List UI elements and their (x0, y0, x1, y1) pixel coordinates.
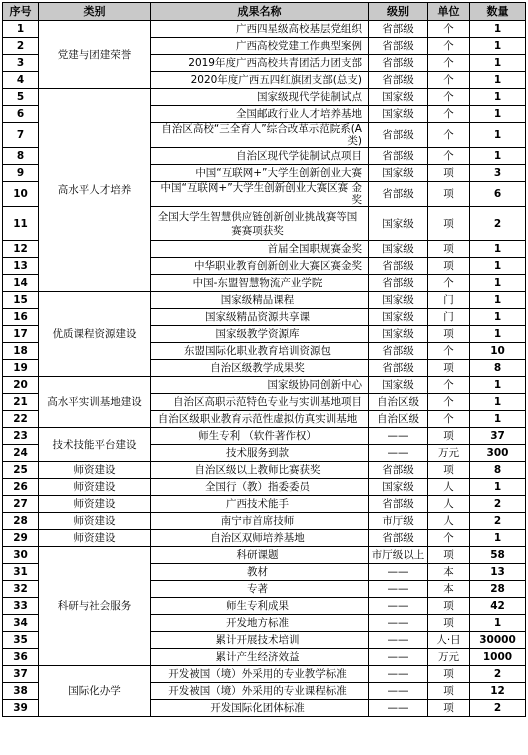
unit-cell: 项 (428, 428, 470, 445)
table-row (3, 513, 526, 530)
unit-cell: 项 (428, 207, 470, 241)
achievement-name: 师生专利 （软件著作权） (151, 428, 369, 445)
row-index: 21 (3, 394, 39, 411)
level-cell: 省部级 (369, 182, 428, 207)
unit-cell: 人·日 (428, 632, 470, 649)
unit-cell: 本 (428, 581, 470, 598)
category-cell: 师资建设 (39, 462, 151, 479)
category-cell: 师资建设 (39, 479, 151, 496)
achievement-name: 国家级教学资源库 (151, 326, 369, 343)
level-cell: 省部级 (369, 258, 428, 275)
level-cell: 市厅级 (369, 513, 428, 530)
unit-cell: 项 (428, 258, 470, 275)
level-cell: —— (369, 445, 428, 462)
quantity-cell: 13 (470, 564, 526, 581)
level-cell: 自治区级 (369, 411, 428, 428)
unit-cell: 项 (428, 241, 470, 258)
header-level: 级别 (369, 3, 428, 21)
row-index: 38 (3, 683, 39, 700)
row-index: 34 (3, 615, 39, 632)
quantity-cell: 300 (470, 445, 526, 462)
achievement-name: 师生专利成果 (151, 598, 369, 615)
row-index: 10 (3, 182, 39, 207)
unit-cell: 个 (428, 72, 470, 89)
level-cell: 省部级 (369, 38, 428, 55)
category-cell: 党建与团建荣誉 (39, 21, 151, 89)
row-index: 20 (3, 377, 39, 394)
row-index: 27 (3, 496, 39, 513)
header-name: 成果名称 (151, 3, 369, 21)
level-cell: —— (369, 564, 428, 581)
level-cell: 省部级 (369, 72, 428, 89)
achievement-name: 自治区级职业教育示范性虚拟仿真实训基地 (151, 411, 369, 428)
achievement-name: 东盟国际化职业教育培训资源包 (151, 343, 369, 360)
level-cell: —— (369, 428, 428, 445)
table-row (3, 21, 526, 38)
row-index: 28 (3, 513, 39, 530)
achievement-name: 自治区双师培养基地 (151, 530, 369, 547)
table-row (3, 479, 526, 496)
achievement-name: 国家级精品资源共享课 (151, 309, 369, 326)
achievement-name: 国家级现代学徒制试点 (151, 89, 369, 106)
achievement-name: 自治区高校“三全育人”综合改革示范院系(A类) (151, 123, 369, 148)
quantity-cell: 1 (470, 55, 526, 72)
unit-cell: 个 (428, 123, 470, 148)
achievement-name: 自治区级以上教师比赛获奖 (151, 462, 369, 479)
header-quantity: 数量 (470, 3, 526, 21)
level-cell: 省部级 (369, 343, 428, 360)
achievement-name: 南宁市首席技师 (151, 513, 369, 530)
achievement-name: 国家级精品课程 (151, 292, 369, 309)
unit-cell: 个 (428, 106, 470, 123)
level-cell: 国家级 (369, 479, 428, 496)
unit-cell: 个 (428, 343, 470, 360)
category-cell: 技术技能平台建设 (39, 428, 151, 462)
category-cell: 师资建设 (39, 530, 151, 547)
row-index: 22 (3, 411, 39, 428)
level-cell: 国家级 (369, 89, 428, 106)
row-index: 3 (3, 55, 39, 72)
achievement-name: 广西四星级高校基层党组织 (151, 21, 369, 38)
row-index: 33 (3, 598, 39, 615)
category-cell: 高水平实训基地建设 (39, 377, 151, 428)
unit-cell: 本 (428, 564, 470, 581)
achievement-name: 中国-东盟智慧物流产业学院 (151, 275, 369, 292)
row-index: 25 (3, 462, 39, 479)
row-index: 4 (3, 72, 39, 89)
row-index: 17 (3, 326, 39, 343)
header-unit: 单位 (428, 3, 470, 21)
quantity-cell: 8 (470, 360, 526, 377)
unit-cell: 个 (428, 275, 470, 292)
achievement-name: 累计开展技术培训 (151, 632, 369, 649)
row-index: 11 (3, 207, 39, 241)
unit-cell: 万元 (428, 649, 470, 666)
level-cell: —— (369, 615, 428, 632)
unit-cell: 个 (428, 89, 470, 106)
unit-cell: 项 (428, 666, 470, 683)
unit-cell: 项 (428, 547, 470, 564)
header-row (3, 3, 526, 21)
level-cell: —— (369, 666, 428, 683)
quantity-cell: 12 (470, 683, 526, 700)
unit-cell: 人 (428, 479, 470, 496)
quantity-cell: 1 (470, 106, 526, 123)
unit-cell: 门 (428, 309, 470, 326)
quantity-cell: 1 (470, 89, 526, 106)
row-index: 16 (3, 309, 39, 326)
quantity-cell: 1 (470, 292, 526, 309)
level-cell: —— (369, 700, 428, 717)
unit-cell: 项 (428, 683, 470, 700)
quantity-cell: 1 (470, 326, 526, 343)
row-index: 7 (3, 123, 39, 148)
level-cell: —— (369, 649, 428, 666)
level-cell: 国家级 (369, 106, 428, 123)
row-index: 31 (3, 564, 39, 581)
level-cell: 市厅级以上 (369, 547, 428, 564)
row-index: 6 (3, 106, 39, 123)
level-cell: 省部级 (369, 360, 428, 377)
row-index: 9 (3, 165, 39, 182)
row-index: 30 (3, 547, 39, 564)
level-cell: 省部级 (369, 148, 428, 165)
table-row (3, 666, 526, 683)
level-cell: 国家级 (369, 377, 428, 394)
row-index: 32 (3, 581, 39, 598)
unit-cell: 个 (428, 55, 470, 72)
header-category: 类别 (39, 3, 151, 21)
quantity-cell: 8 (470, 462, 526, 479)
quantity-cell: 1000 (470, 649, 526, 666)
unit-cell: 人 (428, 513, 470, 530)
achievement-name: 全国邮政行业人才培养基地 (151, 106, 369, 123)
unit-cell: 门 (428, 292, 470, 309)
quantity-cell: 1 (470, 241, 526, 258)
row-index: 14 (3, 275, 39, 292)
achievement-name: 全国行（教）指委委员 (151, 479, 369, 496)
table-row (3, 292, 526, 309)
table-row (3, 428, 526, 445)
quantity-cell: 1 (470, 615, 526, 632)
achievement-name: 全国大学生智慧供应链创新创业挑战赛等国赛赛项获奖 (151, 207, 369, 241)
achievement-name: 首届全国职规赛金奖 (151, 241, 369, 258)
unit-cell: 项 (428, 360, 470, 377)
quantity-cell: 58 (470, 547, 526, 564)
level-cell: —— (369, 598, 428, 615)
quantity-cell: 1 (470, 72, 526, 89)
table-body (3, 21, 526, 717)
quantity-cell: 6 (470, 182, 526, 207)
achievement-name: 自治区高职示范特色专业与实训基地项目 (151, 394, 369, 411)
level-cell: —— (369, 581, 428, 598)
row-index: 2 (3, 38, 39, 55)
achievement-name: 开发被国（境）外采用的专业教学标准 (151, 666, 369, 683)
achievement-name: 自治区现代学徒制试点项目 (151, 148, 369, 165)
row-index: 23 (3, 428, 39, 445)
achievement-name: 自治区级教学成果奖 (151, 360, 369, 377)
category-cell: 国际化办学 (39, 666, 151, 717)
row-index: 15 (3, 292, 39, 309)
quantity-cell: 2 (470, 700, 526, 717)
row-index: 12 (3, 241, 39, 258)
unit-cell: 项 (428, 182, 470, 207)
table-row (3, 496, 526, 513)
quantity-cell: 1 (470, 309, 526, 326)
quantity-cell: 1 (470, 479, 526, 496)
table-row (3, 462, 526, 479)
quantity-cell: 1 (470, 394, 526, 411)
level-cell: 省部级 (369, 496, 428, 513)
level-cell: 国家级 (369, 292, 428, 309)
category-cell: 优质课程资源建设 (39, 292, 151, 377)
row-index: 8 (3, 148, 39, 165)
quantity-cell: 10 (470, 343, 526, 360)
quantity-cell: 30000 (470, 632, 526, 649)
unit-cell: 个 (428, 148, 470, 165)
unit-cell: 人 (428, 496, 470, 513)
unit-cell: 万元 (428, 445, 470, 462)
achievement-name: 开发被国（境）外采用的专业课程标准 (151, 683, 369, 700)
row-index: 19 (3, 360, 39, 377)
achievement-name: 中国“互联网+”大学生创新创业大赛 (151, 165, 369, 182)
row-index: 26 (3, 479, 39, 496)
quantity-cell: 3 (470, 165, 526, 182)
quantity-cell: 42 (470, 598, 526, 615)
achievement-table (2, 2, 526, 717)
quantity-cell: 1 (470, 38, 526, 55)
category-cell: 高水平人才培养 (39, 89, 151, 292)
category-cell: 师资建设 (39, 513, 151, 530)
achievement-name: 2020年度广西五四红旗团支部(总支) (151, 72, 369, 89)
unit-cell: 项 (428, 598, 470, 615)
level-cell: 自治区级 (369, 394, 428, 411)
unit-cell: 个 (428, 394, 470, 411)
quantity-cell: 28 (470, 581, 526, 598)
row-index: 24 (3, 445, 39, 462)
level-cell: 省部级 (369, 123, 428, 148)
level-cell: 省部级 (369, 55, 428, 72)
table-row (3, 530, 526, 547)
quantity-cell: 1 (470, 377, 526, 394)
achievement-name: 中国“互联网+”大学生创新创业大赛区赛 金奖 (151, 182, 369, 207)
level-cell: 国家级 (369, 207, 428, 241)
unit-cell: 项 (428, 615, 470, 632)
level-cell: 国家级 (369, 241, 428, 258)
row-index: 29 (3, 530, 39, 547)
quantity-cell: 2 (470, 496, 526, 513)
quantity-cell: 1 (470, 530, 526, 547)
level-cell: 国家级 (369, 326, 428, 343)
achievement-name: 专著 (151, 581, 369, 598)
unit-cell: 个 (428, 38, 470, 55)
level-cell: 国家级 (369, 165, 428, 182)
unit-cell: 个 (428, 21, 470, 38)
unit-cell: 项 (428, 462, 470, 479)
row-index: 36 (3, 649, 39, 666)
achievement-name: 开发地方标准 (151, 615, 369, 632)
quantity-cell: 1 (470, 148, 526, 165)
level-cell: —— (369, 683, 428, 700)
level-cell: 省部级 (369, 21, 428, 38)
level-cell: 省部级 (369, 530, 428, 547)
achievement-name: 国家级协同创新中心 (151, 377, 369, 394)
quantity-cell: 37 (470, 428, 526, 445)
level-cell: 国家级 (369, 309, 428, 326)
quantity-cell: 2 (470, 207, 526, 241)
category-cell: 师资建设 (39, 496, 151, 513)
header-index: 序号 (3, 3, 39, 21)
row-index: 5 (3, 89, 39, 106)
level-cell: —— (369, 632, 428, 649)
quantity-cell: 1 (470, 411, 526, 428)
table-row (3, 377, 526, 394)
achievement-name: 教材 (151, 564, 369, 581)
row-index: 35 (3, 632, 39, 649)
quantity-cell: 1 (470, 258, 526, 275)
table-container (2, 2, 526, 717)
quantity-cell: 2 (470, 666, 526, 683)
quantity-cell: 1 (470, 21, 526, 38)
unit-cell: 项 (428, 165, 470, 182)
category-cell: 科研与社会服务 (39, 547, 151, 666)
achievement-name: 技术服务到款 (151, 445, 369, 462)
unit-cell: 项 (428, 326, 470, 343)
achievement-name: 广西技术能手 (151, 496, 369, 513)
achievement-name: 2019年度广西高校共青团活力团支部 (151, 55, 369, 72)
achievement-name: 广西高校党建工作典型案例 (151, 38, 369, 55)
row-index: 13 (3, 258, 39, 275)
row-index: 1 (3, 21, 39, 38)
quantity-cell: 1 (470, 123, 526, 148)
unit-cell: 个 (428, 411, 470, 428)
row-index: 39 (3, 700, 39, 717)
table-row (3, 89, 526, 106)
level-cell: 省部级 (369, 462, 428, 479)
quantity-cell: 2 (470, 513, 526, 530)
unit-cell: 个 (428, 377, 470, 394)
unit-cell: 项 (428, 700, 470, 717)
table-row (3, 547, 526, 564)
row-index: 37 (3, 666, 39, 683)
unit-cell: 个 (428, 530, 470, 547)
achievement-name: 中华职业教育创新创业大赛区赛金奖 (151, 258, 369, 275)
level-cell: 省部级 (369, 275, 428, 292)
quantity-cell: 1 (470, 275, 526, 292)
achievement-name: 开发国际化团体标准 (151, 700, 369, 717)
achievement-name: 科研课题 (151, 547, 369, 564)
row-index: 18 (3, 343, 39, 360)
achievement-name: 累计产生经济效益 (151, 649, 369, 666)
